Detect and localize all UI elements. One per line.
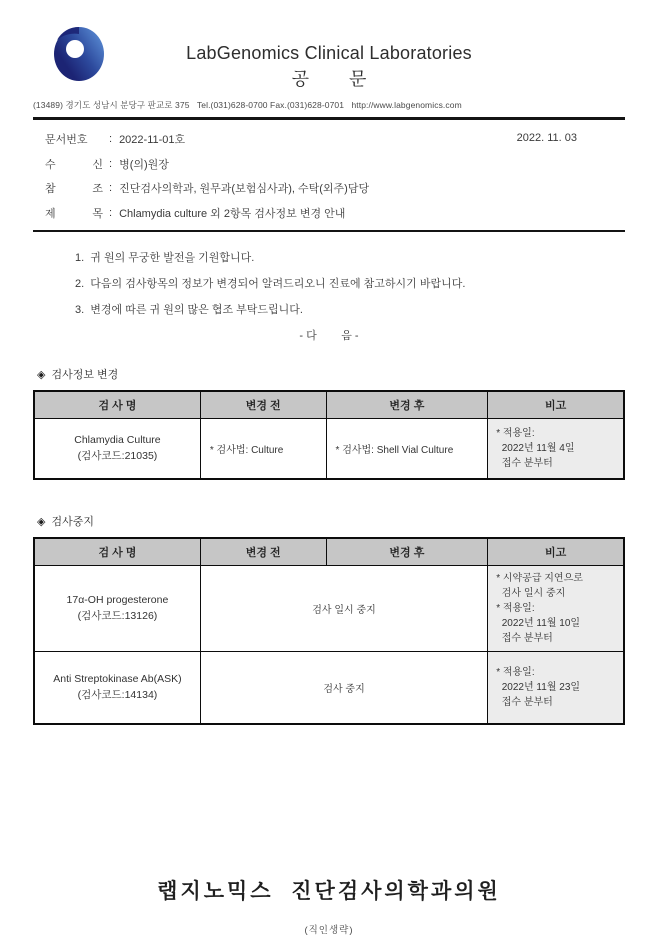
test-name: 17α-OH progesterone (66, 594, 169, 606)
test-name: Anti Streptokinase Ab(ASK) (53, 673, 182, 686)
note-line: 2022년 11월 23일 (496, 681, 581, 693)
subject-value: Chlamydia culture 외 2항목 검사정보 변경 안내 (119, 207, 346, 220)
note-line: * 적용일: (496, 602, 535, 614)
colon: : (109, 206, 113, 219)
recipient-label: 수 신 (45, 158, 103, 171)
stamp-omitted-note: (직인생략) (304, 925, 354, 936)
doc-number-label: 문서번호 (45, 134, 88, 147)
note-line: 접수 분부터 (496, 696, 553, 708)
table-header-row (34, 391, 624, 418)
test-name-cell (34, 651, 200, 724)
col-test-name: 검 사 명 (34, 391, 200, 418)
table-row (34, 565, 624, 651)
note-cell (488, 418, 624, 479)
section-change-heading (33, 366, 625, 382)
reference-value: 진단검사의학과, 원무과(보험심사과), 수탁(외주)담당 (119, 183, 370, 196)
company-address-line: (13489) 경기도 성남시 분당구 판교로 375 Tel.(031)628-0700 Fax.(031)628-0701 http://www.labgenomics.com (33, 99, 625, 120)
colon: : (109, 133, 113, 146)
col-before: 변경 전 (200, 538, 326, 565)
after-cell: * 검사법: Shell Vial Culture (326, 418, 488, 479)
test-code: (검사코드:14134) (77, 689, 158, 702)
diamond-icon: ◈ (37, 368, 46, 381)
body-line-1: 1. 귀 원의 무궁한 발전을 기원합니다. (75, 252, 255, 264)
table-row (34, 651, 624, 724)
note-cell (488, 651, 624, 724)
doc-number-row (33, 127, 625, 152)
col-test-name: 검 사 명 (34, 538, 200, 565)
before-cell: * 검사법: Culture (200, 418, 326, 479)
note-line: 2022년 11월 4일 (496, 442, 575, 454)
document-type-title: 공 문 (291, 69, 367, 89)
status-cell: 검사 중지 (200, 651, 487, 724)
change-table (33, 390, 625, 480)
test-name-cell (34, 418, 200, 479)
stop-table (33, 537, 625, 725)
note-line: 접수 분부터 (496, 632, 553, 644)
note-line: * 시약공급 지연으로 (496, 572, 583, 584)
col-after: 변경 후 (326, 391, 488, 418)
signature-org-name: 랩지노믹스 진단검사의학과의원 (157, 880, 501, 903)
section-change-title: 검사정보 변경 (51, 369, 119, 381)
labgenomics-logo-icon (53, 26, 105, 84)
col-after: 변경 후 (326, 538, 488, 565)
note-line: * 적용일: (496, 666, 535, 678)
daum-divider: - 다 음 - (299, 330, 359, 342)
table-row (34, 418, 624, 479)
status-cell: 검사 일시 중지 (200, 565, 487, 651)
table-header-row (34, 538, 624, 565)
subject-row (33, 201, 625, 226)
note-line: 접수 분부터 (496, 457, 553, 469)
test-code: (검사코드:21035) (77, 450, 158, 463)
body-line-2: 2. 다음의 검사항목의 정보가 변경되어 알려드리오니 진료에 참고하시기 바랍니다. (75, 278, 466, 290)
body-line-3: 3. 변경에 따른 귀 원의 많은 협조 부탁드립니다. (75, 304, 303, 316)
doc-number-value: 2022-11-01호 (119, 134, 186, 147)
document-info (33, 120, 625, 232)
body-text (33, 245, 625, 323)
document-date: 2022. 11. 03 (516, 132, 577, 144)
note-cell (488, 565, 624, 651)
col-before: 변경 전 (200, 391, 326, 418)
company-name: LabGenomics Clinical Laboratories (186, 43, 472, 63)
section-stop-heading (33, 513, 625, 529)
col-note: 비고 (488, 538, 624, 565)
note-line: 2022년 11월 10일 (496, 617, 581, 629)
test-name: Chlamydia Culture (74, 434, 161, 447)
recipient-row (33, 152, 625, 177)
note-line: * 적용일: (496, 427, 535, 439)
diamond-icon: ◈ (37, 515, 46, 528)
subject-label: 제 목 (45, 207, 103, 220)
test-name-cell (34, 565, 200, 651)
recipient-value: 병(의)원장 (119, 158, 169, 171)
note-line: 검사 일시 중지 (496, 587, 566, 599)
test-code: (검사코드:13126) (77, 610, 158, 622)
section-stop-title: 검사중지 (51, 516, 94, 528)
letterhead (33, 0, 625, 120)
colon: : (109, 157, 113, 170)
reference-label: 참 조 (45, 183, 103, 196)
col-note: 비고 (488, 391, 624, 418)
colon: : (109, 182, 113, 195)
reference-row (33, 176, 625, 201)
